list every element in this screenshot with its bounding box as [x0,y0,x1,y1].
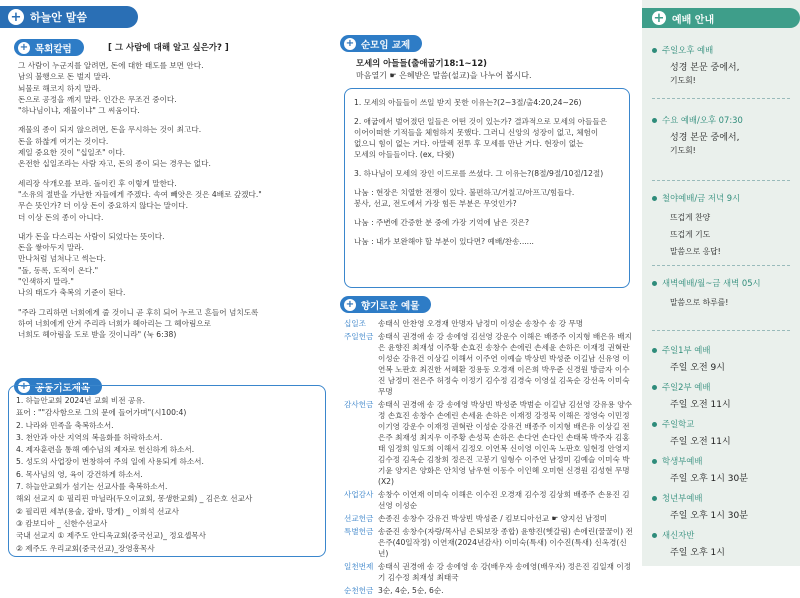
cell-intro: 마음열기 ☛ 은혜받은 말씀(설교)을 나누어 봅시다. [356,71,532,80]
schedule-item: 학생부예배 주일 오후 1시 30분 [652,455,797,484]
text-line: 세리장 삭개오를 보라. 돌이킨 후 이렇게 말한다. [18,178,177,188]
offering-row: 순천헌금 3순, 4순, 5순, 6순. [344,586,444,595]
text-line: 모세의 아들들이다. (ex, 다윗) [354,150,455,159]
worship-sidebar [642,0,800,566]
schedule-item: 주일학교 주일 오전 11시 [652,418,797,447]
bullet-icon [652,496,657,501]
service-item: 주일오후 예배 성경 본문 중에서, 기도회! [652,44,797,86]
text-line: 5. 성도의 사업장이 번창하여 주의 일에 사용되게 하소서. [16,457,204,467]
plus-icon: + [345,37,355,49]
text-line: 이어이떠한 기적들을 체험하지 못했다. 그러니 신앙의 성장이 없고, 체험이 [354,128,599,137]
text-line: 무슨 뜻인가? 더 이상 돈이 중요하지 않다는 말이다. [18,201,189,211]
text-line: 돈으로 공정을 깨지 말라. 인간은 무조건 중이다. [18,94,177,104]
prayer-list [16,395,321,555]
offering-list [344,318,634,598]
text-line: "소유의 절반을 가난한 자들에게 주겠다. 속여 빼앗은 것은 4배로 갚겠다." [18,189,262,199]
schedule-item: 주일1부 예배 주일 오전 9시 [652,344,797,373]
text-line: 봉사, 선교, 전도에서 가장 힘든 부분은 무엇인가? [354,199,517,208]
service-item: 새벽예배/월~금 새벽 05시 말씀으로 하루를! [652,277,797,308]
service-item: 철야예배/금 저녁 9시 뜨겁게 찬양 뜨겁게 기도 말씀으로 응답! [652,192,797,257]
bullet-icon [652,422,657,427]
text-line: 3. 천안과 아산 지역의 복음화를 허락하소서. [16,432,163,442]
offering-row: 감사헌금 송태식 권경애 송 강 송에영 박상빈 박성준 박범순 이길남 김선영 강유용 양수정 손효진 송창수 손에린 손세윤 손하은 이재정 강정묵 이해은 정영숙 이민정 이기영 강운수 이재정 권혁란 이성순 강유건 배종주 이지형 배은유 이상길 전은주 최재성 최지우 이주황 손성묵 손하은 손다연 손다인 손태복 박주자 김홍태 임정희 임도희 이해서 김정오 이연복 신이영 이인옥 노판호 임현정 안영지 김수정 김옥순 김창희 정은진 고봉기 임형수 이주연 남정미 김예슬 이미숙 박기윤 양지은 양화은 안치영 남우현 이동수 이인혜 오미현 신경원 김성현 무명(X2) [344,400,632,486]
text-line: 온전한 십일조라는 사람 자고, 돈의 종이 되는 경우는 없다. [18,159,211,169]
text-line: 내가 돈을 다스리는 사람이 되었다는 뜻이다. [18,231,165,241]
prayer-label: + 공동기도제목 [14,378,102,395]
text-line: 없으니 힘이 없는 거다. 아말렉 전투 후 모세를 만난 거다. 현장이 없는 [354,139,584,148]
text-line: 4. 제자훈련을 통해 예수님의 제자로 헌신하게 하소서. [16,445,195,455]
bullet-icon [652,48,657,53]
cell-label: + 순모임 교제 [340,35,422,52]
text-line: "돌, 동록, 도적이 온다." [18,265,99,275]
offering-label: + 향기로운 예물 [340,296,431,313]
offering-row: 일천번제 송태식 권경애 송 강 송에영 송 강(배우자 송에영(배우자) 정은진 김일재 이정기 김수정 최재성 최태국 [344,562,632,582]
service-item: 수요 예배/오후 07:30 성경 본문 중에서, 기도회! [652,114,797,156]
text-line: 남의 불행으로 돈 벌지 말라. [18,72,111,82]
plus-icon: + [345,298,355,310]
text-line: 나의 태도가 축복의 기준이 된다. [18,288,126,298]
bullet-icon [652,118,657,123]
text-line: 너희도 헤아림을 도로 받을 것이니라" (눅 6:38) [18,330,177,340]
column-subtitle: [ 그 사람에 대해 알고 싶은가? ] [108,43,229,53]
bullet-icon [652,348,657,353]
schedule-item: 청년부예배 주일 오후 1시 30분 [652,492,797,521]
text-line: 돈을 하찮게 여기는 것이다. [18,136,109,146]
page-title: 하늘안 말씀 [30,11,87,24]
header-bar [0,6,138,28]
text-line: 표어 : ""감사함으로 그의 문에 들어가며"(시100:4) [16,408,187,418]
text-line: 1. 하늘안교회 2024년 교회 비전 공유. [16,396,146,405]
plus-icon: + [653,10,665,26]
text-line: "인색하지 말라." [18,277,74,287]
schedule-item: 새신자반 주일 오후 1시 [652,529,797,558]
offering-row: 사업감사 송창수 이연재 이미숙 이해은 이수진 오경재 김수정 김상희 배종주 손용진 김선영 이성순 [344,490,630,510]
text-line: 나눔 : 내가 보완해야 할 부분이 있다면? 예배/찬송...... [354,237,534,246]
text-line: 재물의 종이 되지 않으려면, 돈을 무시하는 것이 최고다. [18,125,202,135]
text-line: 1. 모세의 아들들이 쓰일 받지 못한 이유는?(2~3절/출4:20,24~26) [354,98,582,107]
bullet-icon [652,533,657,538]
text-line: "하나님이냐, 재물이냐" 그 씨움이다. [18,106,140,116]
column-label: + 목회칼럼 [14,39,84,56]
text-line: 돈을 쌓아두지 말라. [18,243,84,253]
text-line: ② 제주도 우리교회(중국선교)_장영흥목사 [16,543,155,553]
plus-icon: + [19,380,29,392]
bullet-icon [652,385,657,390]
text-line: 제일 중요한 것이 "십일조" 이다. [18,148,126,158]
bullet-icon [652,459,657,464]
text-line: 더 이상 돈의 종이 아니다. [18,212,104,222]
offering-row: 선교헌금 손종진 송창수 강유건 박상빈 박성준 / 킴보디아선교 ☛ 양지선 남정미 [344,514,608,523]
plus-icon: + [19,41,29,53]
schedule-item: 주일2부 예배 주일 오전 11시 [652,381,797,410]
bullet-icon [652,281,657,286]
cell-title: 모세의 아들들(출애굽기18:1~12) [356,58,487,68]
text-line: 국내 선교지 ① 제주도 안디옥교회(중국선교)_ 정요셉목사 [16,531,206,541]
text-line: 나눔 : 현장은 치열한 전쟁이 있다. 불편하고/거칠고/아프고/힘들다. [354,188,575,197]
text-line: 7. 하늘안교회가 섬기는 선교사를 축복하소서. [16,482,168,492]
text-line: "주라 그리하면 너희에게 줄 것이니 곧 후히 되어 누르고 흔들어 넘치도록 [18,307,259,317]
plus-icon: + [8,9,24,25]
text-line: 나눔 : 주변에 간증한 분 중에 가장 기억에 남은 것은? [354,218,530,227]
offering-row: 십일조 송태식 안찬영 오경재 안명자 남정미 이성순 송창수 송 강 무명 [344,319,584,328]
text-line: 3. 하나님이 모세의 장인 이드로를 쓰셨다. 그 이유는?(8절/9절/10절/12절) [354,169,604,178]
text-line: 2. 나라와 민족을 축복하소서. [16,420,114,430]
text-line: 해외 선교지 ① 필리핀 마닐라(두오이교회, 몽생한교회) _ 김은호 선교사 [16,494,253,504]
text-line: 6. 목사님의 영, 육이 강건하게 하소서. [16,469,143,479]
text-line: 그 사람이 누군지를 알려면, 돈에 대한 태도를 보면 안다. [18,61,204,70]
text-line: 하여 너희에게 안겨 주리라 너희가 헤아리는 그 헤아림으로 [18,318,211,328]
column-body [18,60,318,341]
text-line: ② 필리핀 세부(용술, 잡바, 망게) _ 이희석 선교사 [16,506,179,516]
offering-row: 특별헌금 송준진 송창수(자랑/목사님 은퇴보장 종합) 윤향진(헷갈림) 손에린(꿀꿀이) 전은주(40일작정) 이연재(2024년감사) 이미숙(특새) 이수진(특새) 신옥경(신년) [344,527,633,558]
text-line: 2. 애굽에서 벌어졌던 일들은 어떤 것이 있는가? 결과적으로 모세의 아들들은 [354,117,608,126]
text-line: ③ 캄보디아 _ 신한수선교사 [16,518,108,528]
worship-header: + 예배 안내 [642,8,800,28]
text-line: 만나처럼 넘쳐나고 썩는다. [18,254,106,264]
offering-row: 주일헌금 송태식 권경애 송 강 송에영 김선영 강운수 이해은 배종주 이지형 배은유 배지은 윤향진 최재성 이주황 손효진 송창수 손에린 손세윤 손하은 이재정 권혁란 이성순 강유건 이상길 이해서 이주연 이예슬 박상빈 박성준 이길남 신유영 이연복 노판호 최진한 서혜환 정용동 오경재 이은희 박우준 신경원 방금자 이수진 남정미 전은주 허정숙 이정기 김수정 김경숙 이영실 김옥순 강선옥 이미숙 무명 [344,332,632,396]
text-line: 뇌물로 해코지 하지 말라. [18,83,102,93]
questions-list [354,97,626,247]
bullet-icon [652,196,657,201]
